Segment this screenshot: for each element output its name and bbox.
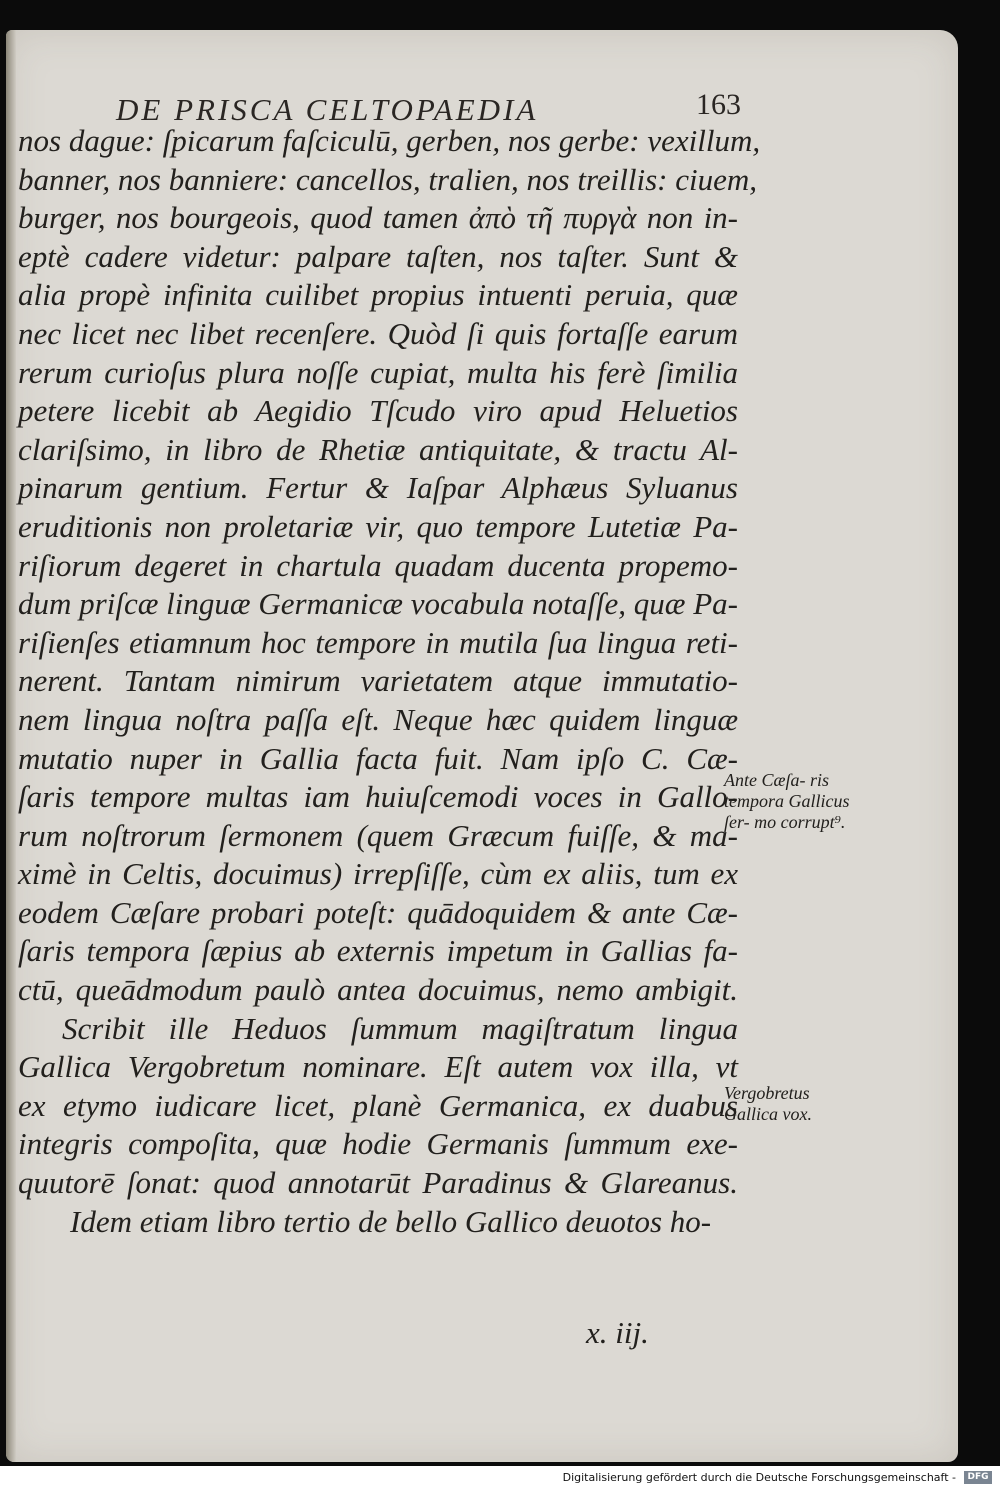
dfg-logo-icon: DFG — [964, 1471, 992, 1484]
marginal-note: Vergobretus Gallica vox. — [724, 1083, 812, 1124]
text-line: nos dague: ſpicarum faſciculū, gerben, nos gerbe: vexillum, — [18, 123, 761, 158]
text-line: nerent. Tantam nimirum varietatem atque immutatio- — [18, 663, 738, 699]
text-line: ctū, queādmodum paulò antea docuimus, nemo ambigit. — [18, 972, 738, 1008]
text-line: rum noſtrorum ſermonem (quem Græcum fuiſſe, & ma- — [18, 817, 738, 853]
text-line: rerum curioſus plura noſſe cupiat, multa his ferè ſimilia — [18, 354, 738, 390]
text-line: nec licet nec libet recenſere. Quòd ſi quis fortaſſe earum — [18, 315, 738, 351]
text-line: banner, nos banniere: cancellos, tralien, nos treillis: ciuem, — [18, 161, 758, 197]
text-line: mutatio nuper in Gallia facta fuit. Nam ipſo C. Cæ- — [18, 740, 738, 776]
signature-mark: x. iij. — [586, 1315, 649, 1350]
body-text — [18, 122, 761, 1241]
book-page — [6, 30, 958, 1462]
text-line: eptè cadere videtur: palpare taſten, nos taſter. Sunt & — [18, 238, 738, 274]
text-line: eruditionis non proletariæ vir, quo tempore Lutetiæ Pa- — [18, 508, 738, 544]
text-line: ſaris tempora ſæpius ab externis impetum in Gallias fa- — [18, 933, 738, 969]
text-line: ximè in Celtis, docuimus) irrepſiſſe, cùm ex aliis, tum ex — [18, 856, 738, 892]
text-line: riſienſes etiamnum hoc tempore in mutila ſua lingua reti- — [18, 624, 738, 660]
text-line: riſiorum degeret in chartula quadam ducenta propemo- — [18, 547, 738, 583]
text-line: alia propè infinita cuilibet propius intuenti peruia, quæ — [18, 277, 738, 313]
text-line: clariſsimo, in libro de Rhetiæ antiquitate, & tractu Al- — [18, 431, 738, 467]
running-head: DE PRISCA CELTOPAEDIA — [116, 92, 539, 127]
text-line: eodem Cæſare probari poteſt: quādoquidem & ante Cæ- — [18, 894, 738, 930]
marginal-note: Ante Cæſa- ris tempora Gallicus ſer- mo corrupt⁹. — [724, 770, 850, 832]
text-line: Gallica Vergobretum nominare. Eſt autem vox illa, vt — [18, 1049, 738, 1085]
footer-credit: Digitalisierung gefördert durch die Deutsche Forschungsgemeinschaft - — [562, 1471, 956, 1484]
page-number: 163 — [696, 88, 741, 121]
text-line: integris compoſita, quæ hodie Germanis ſummum exe- — [18, 1126, 738, 1162]
text-line: Idem etiam libro tertio de bello Gallico deuotos ho- — [70, 1203, 712, 1239]
page-edge — [6, 30, 16, 1462]
text-line: pinarum gentium. Fertur & Iaſpar Alphæus Syluanus — [18, 470, 738, 506]
text-line: ſaris tempore multas iam huiuſcemodi voces in Gallo- — [18, 779, 738, 815]
text-line: ex etymo iudicare licet, planè Germanica, ex duabus — [18, 1087, 738, 1123]
footer-bar — [0, 1466, 1000, 1488]
text-line: petere licebit ab Aegidio Tſcudo viro apud Heluetios — [18, 393, 738, 429]
text-line: quutorē ſonat: quod annotarūt Paradinus & Glareanus. — [18, 1165, 738, 1201]
text-line: nem lingua noſtra paſſa eſt. Neque hæc quidem linguæ — [18, 701, 738, 737]
text-line: dum priſcæ linguæ Germanicæ vocabula notaſſe, quæ Pa- — [18, 586, 738, 622]
text-line: burger, nos bourgeois, quod tamen ἀπὸ τῆ πυργὰ non in- — [18, 200, 738, 236]
text-line: Scribit ille Heduos ſummum magiſtratum lingua — [62, 1010, 738, 1046]
